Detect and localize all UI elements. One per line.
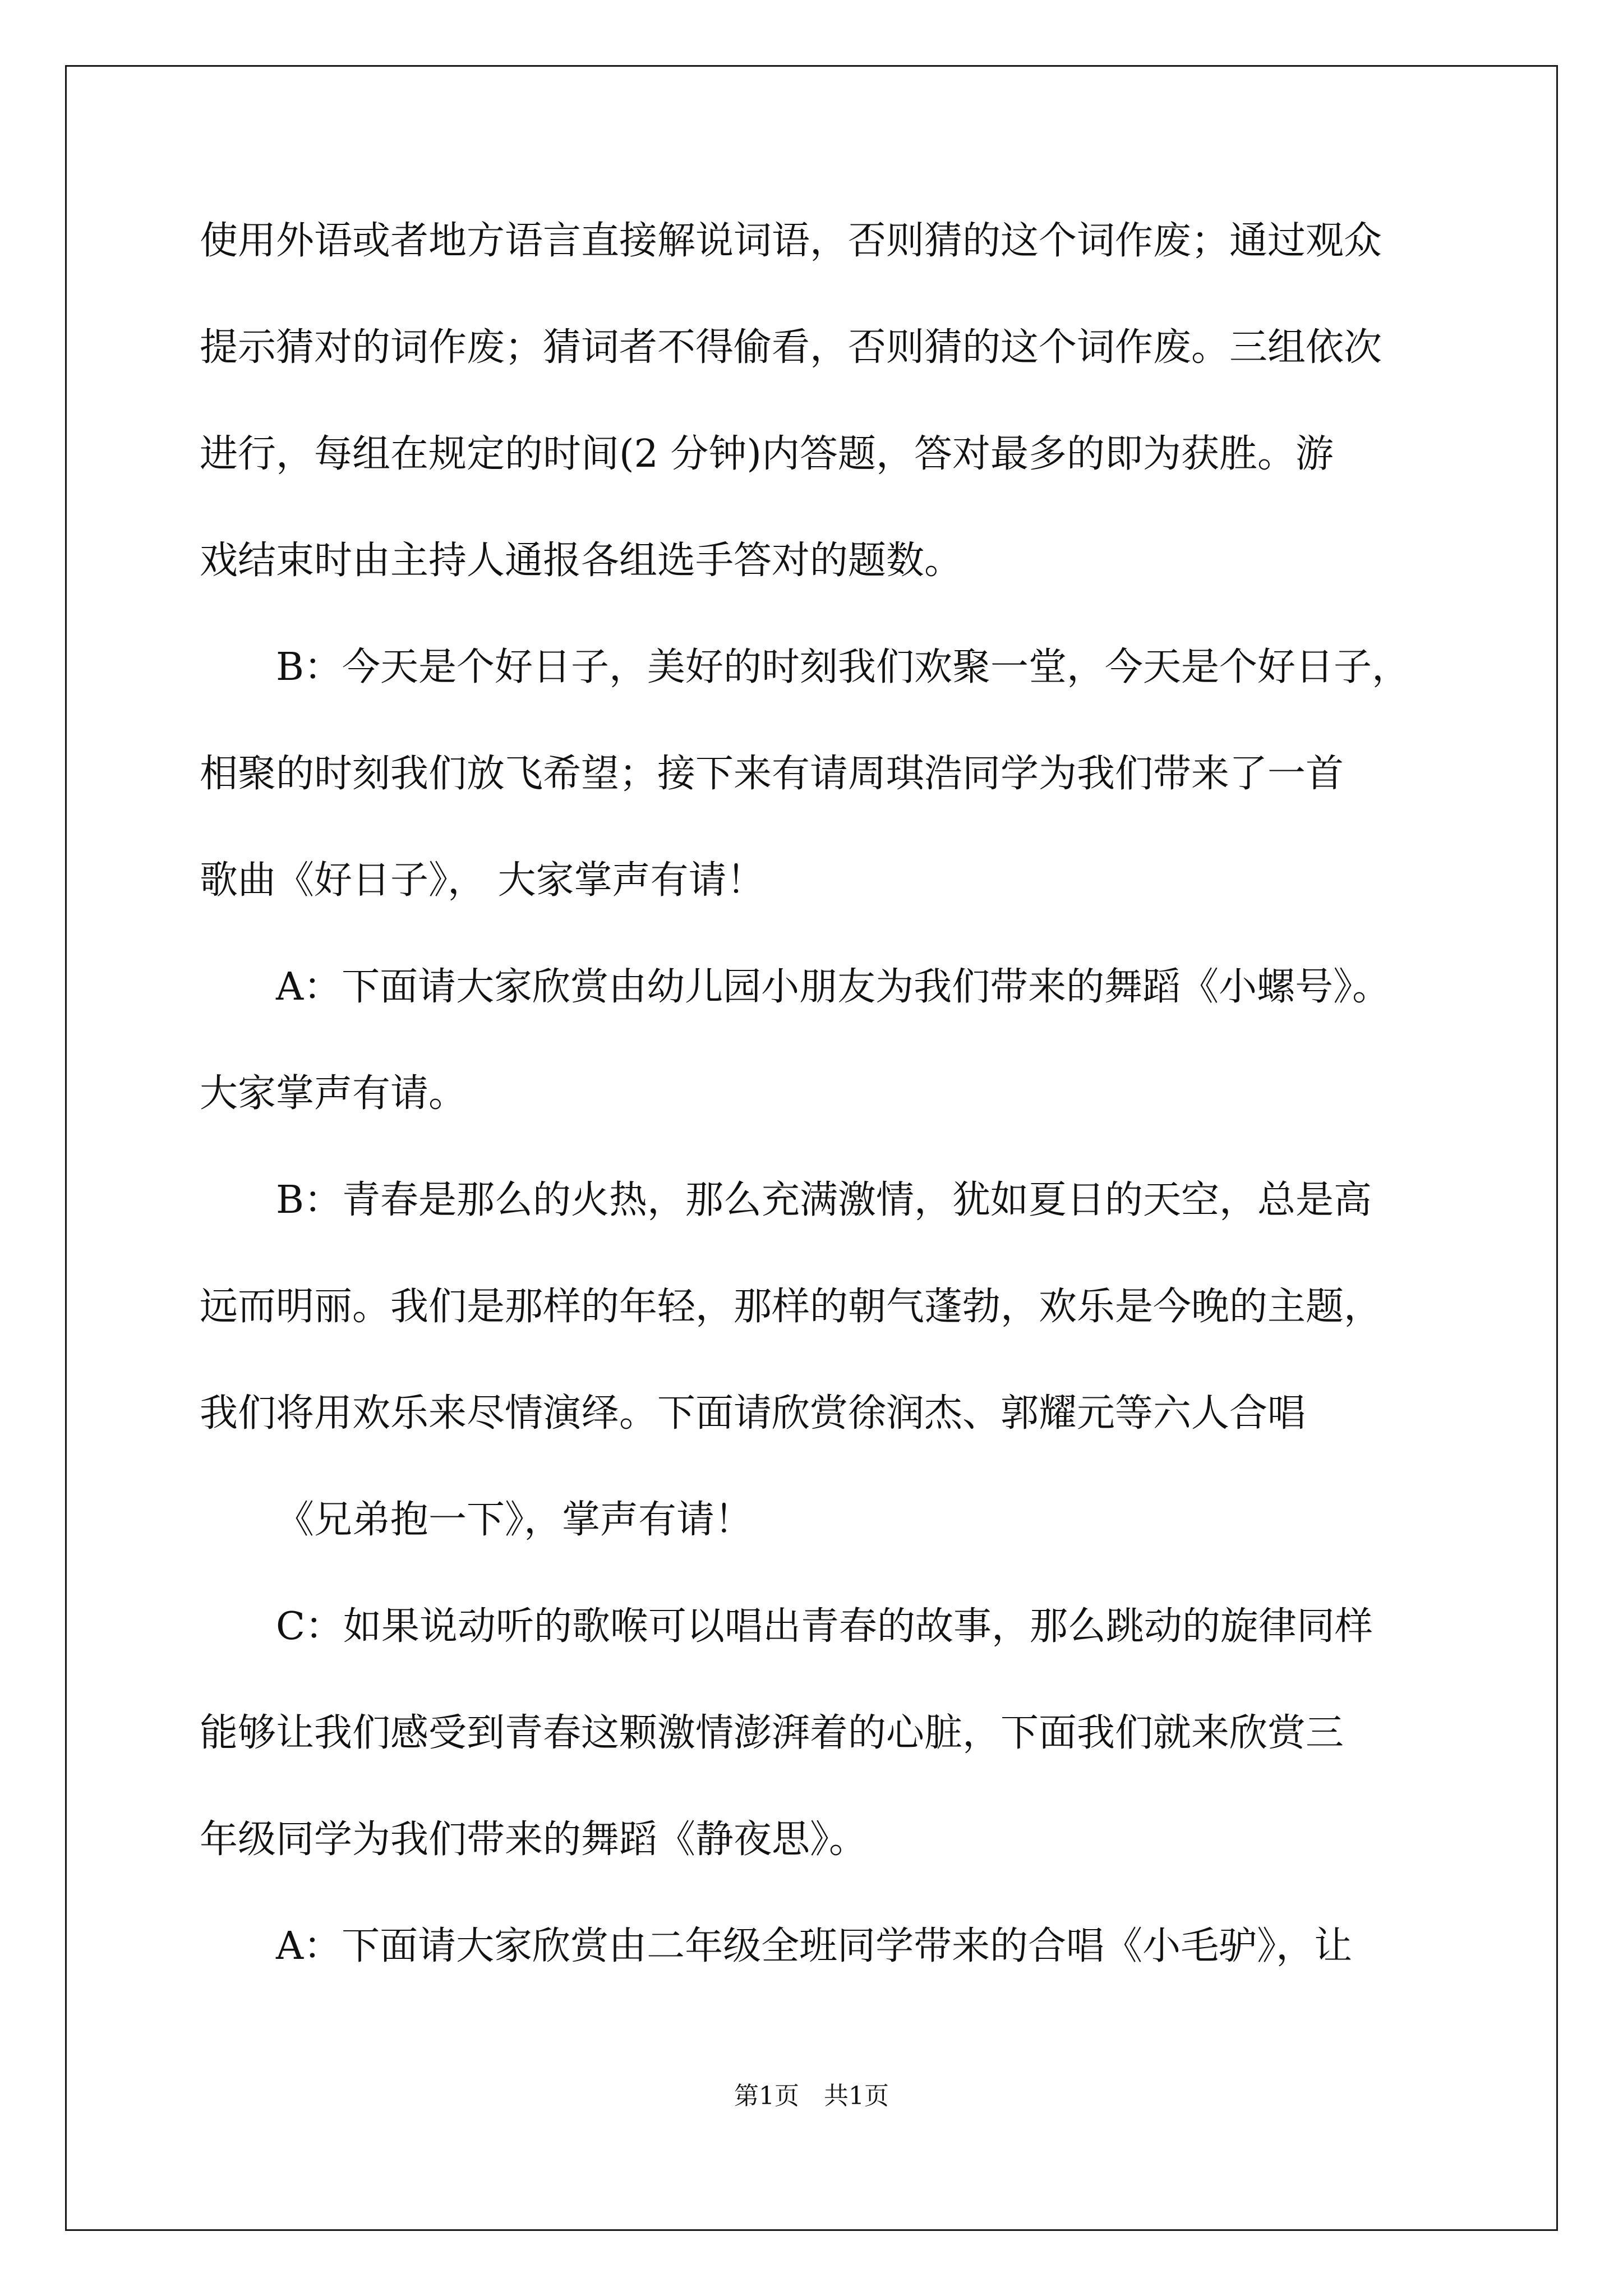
document-body xyxy=(200,213,1433,2025)
text-line-8: A：下面请大家欣赏由幼儿园小朋友为我们带来的舞蹈《小螺号》。 xyxy=(276,965,1391,1009)
text-line-15: 能够让我们感受到青春这颗激情澎湃着的心脏，下面我们就来欣赏三 xyxy=(200,1711,1344,1755)
text-line-10: B：青春是那么的火热，那么充满激情，犹如夏日的天空，总是高 xyxy=(276,1178,1372,1222)
text-line-5: B：今天是个好日子，美好的时刻我们欢聚一堂，今天是个好日子， xyxy=(276,645,1410,689)
text-line-17: A：下面请大家欣赏由二年级全班同学带来的合唱《小毛驴》，让 xyxy=(276,1924,1353,1968)
text-line-7: 歌曲《好日子》， 大家掌声有请！ xyxy=(200,858,765,903)
text-line-4: 戏结束时由主持人通报各组选手答对的题数。 xyxy=(200,539,963,583)
page-number: 第1页 共1页 xyxy=(734,2082,889,2110)
text-line-16: 年级同学为我们带来的舞蹈《静夜思》。 xyxy=(200,1818,868,1862)
text-line-6: 相聚的时刻我们放飞希望；接下来有请周琪浩同学为我们带来了一首 xyxy=(200,752,1344,796)
text-line-14: C：如果说动听的歌喉可以唱出青春的故事，那么跳动的旋律同样 xyxy=(276,1604,1373,1649)
text-line-2: 提示猜对的词作废；猜词者不得偷看，否则猜的这个词作废。三组依次 xyxy=(200,325,1382,370)
text-line-13: 《兄弟抱一下》，掌声有请！ xyxy=(276,1498,753,1542)
text-line-1: 使用外语或者地方语言直接解说词语，否则猜的这个词作废；通过观众 xyxy=(200,219,1382,263)
text-line-12: 我们将用欢乐来尽情演绎。下面请欣赏徐润杰、郭耀元等六人合唱 xyxy=(200,1391,1306,1435)
text-line-3: 进行，每组在规定的时间(2 分钟)内答题，答对最多的即为获胜。游 xyxy=(200,432,1334,476)
text-line-9: 大家掌声有请。 xyxy=(200,1071,467,1116)
text-line-11: 远而明丽。我们是那样的年轻，那样的朝气蓬勃，欢乐是今晚的主题， xyxy=(200,1285,1382,1329)
